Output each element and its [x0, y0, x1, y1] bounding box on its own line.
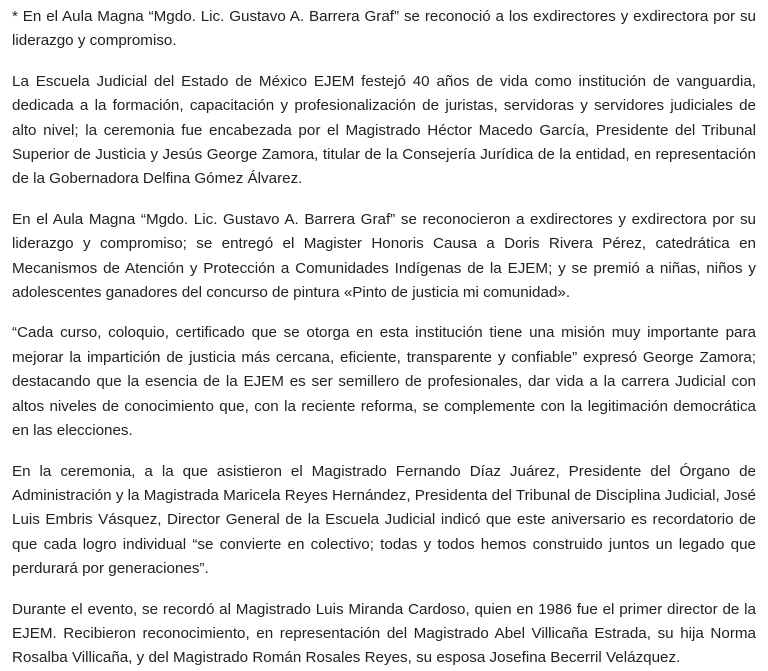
paragraph-ceremony-attendees: En la ceremonia, a la que asistieron el Magistrado Fernando Díaz Juárez, Presidente del Órgano de Administración y la Magistrada Maricela Reyes Hernández, Presidenta del Tribunal de Disciplina Judicial, José Luis Embris Vásquez, Director General de la Escuela Judicial indicó que este aniversario es recordatorio de que cada logro individual “se convierte en colectivo; todas y todos hemos construido juntos un legado que perdurará por generaciones”.	[12, 462, 756, 578]
lead-paragraph: * En el Aula Magna “Mgdo. Lic. Gustavo A. Barrera Graf” se reconoció a los exdirectores y exdirectora por su liderazgo y compromiso.	[12, 8, 756, 50]
paragraph-anniversary: La Escuela Judicial del Estado de México EJEM festejó 40 años de vida como institución de vanguardia, dedicada a la formación, capacitación y profesionalización de juristas, servidoras y servidores judiciales de alto nivel; la ceremonia fue encabezada por el Magistrado Héctor Macedo García, Presidente del Tribunal Superior de Justicia y Jesús George Zamora, titular de la Consejería Jurídica de la entidad, en representación de la Gobernadora Delfina Gómez Álvarez.	[12, 72, 756, 188]
paragraph-first-director: Durante el evento, se recordó al Magistrado Luis Miranda Cardoso, quien en 1986 fue el primer director de la EJEM. Recibieron reconocimiento, en representación del Magistrado Abel Villicaña Estrada, su hija Norma Rosalba Villicaña, y del Magistrado Román Rosales Reyes, su esposa Josefina Becerril Velázquez.	[12, 600, 756, 667]
paragraph-recognitions: En el Aula Magna “Mgdo. Lic. Gustavo A. Barrera Graf” se reconocieron a exdirectores y exdirectora por su liderazgo y compromiso; se entregó el Magister Honoris Causa a Doris Rivera Pérez, catedrática en Mecanismos de Atención y Protección a Comunidades Indígenas de la EJEM; y se premió a niñas, niños y adolescentes ganadores del concurso de pintura «Pinto de justicia mi comunidad».	[12, 210, 756, 302]
paragraph-quote-george-zamora: “Cada curso, coloquio, certificado que se otorga en esta institución tiene una misión muy importante para mejorar la impartición de justicia más cercana, eficiente, transparente y confiable” expresó George Zamora; destacando que la esencia de la EJEM es ser semillero de profesionales, dar vida a la carrera Judicial con altos niveles de conocimiento que, con la reciente reforma, se complemente con la legitimación democrática en las elecciones.	[12, 324, 756, 440]
